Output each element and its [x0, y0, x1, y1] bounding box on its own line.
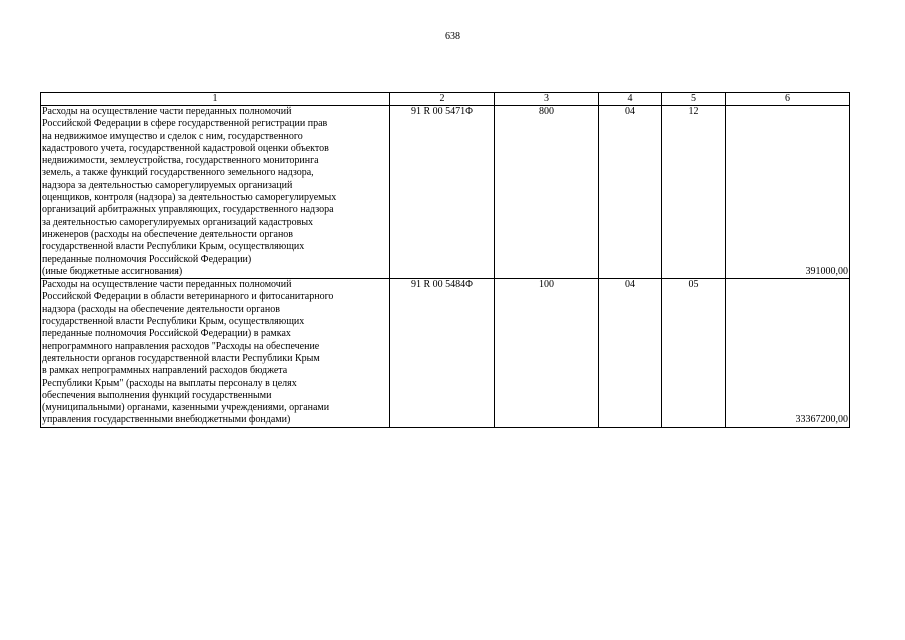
description-line: недвижимости, землеустройства, государственного мониторинга: [42, 155, 319, 167]
description-line: Расходы на осуществление части переданных полномочий: [42, 106, 292, 117]
description-line: Российской Федерации в области ветеринарного и фитосанитарного: [42, 291, 334, 303]
row-target-code: 91 R 00 5471Ф: [390, 106, 495, 279]
description-line: земель, а также функций государственного земельного надзора,: [42, 167, 314, 179]
description-line: организаций арбитражных управляющих, государственного надзора: [42, 204, 334, 216]
description-line: оценщиков, контроля (надзора) за деятельностью саморегулируемых: [42, 192, 337, 204]
table-row: [41, 279, 850, 428]
description-line: за деятельностью саморегулируемых организаций кадастровых: [42, 216, 314, 228]
description-line: обеспечения выполнения функций государственными: [42, 389, 272, 401]
description-line: на недвижимое имущество и сделок с ним, государственного: [42, 130, 303, 142]
description-line: инженеров (расходы на обеспечение деятельности органов: [42, 228, 294, 240]
column-header-1: 1: [41, 93, 390, 106]
description-line: управления государственными внебюджетными фондами): [42, 414, 291, 426]
description-line: государственной власти Республики Крым, осуществляющих: [42, 241, 305, 253]
description-line: (иные бюджетные ассигнования): [42, 265, 183, 277]
description-line: Республики Крым" (расходы на выплаты персоналу в целях: [42, 377, 297, 389]
description-line: надзора (расходы на обеспечение деятельности органов: [42, 303, 280, 315]
budget-table: [40, 92, 850, 428]
description-line: Российской Федерации в сфере государственной регистрации прав: [42, 118, 328, 130]
row-subsection: 05: [662, 279, 726, 428]
description-line: государственной власти Республики Крым, осуществляющих: [42, 316, 305, 328]
row-expense-type: 800: [495, 106, 599, 279]
column-header-3: 3: [495, 93, 599, 106]
row-description: [41, 106, 390, 279]
description-line: надзора за деятельностью саморегулируемых организаций: [42, 179, 293, 191]
column-header-4: 4: [599, 93, 662, 106]
row-amount: 33367200,00: [726, 279, 850, 428]
row-expense-type: 100: [495, 279, 599, 428]
description-line: переданные полномочия Российской Федерации) в рамках: [42, 328, 291, 340]
table-row: [41, 106, 850, 279]
description-line: непрограммного направления расходов "Расходы на обеспечение: [42, 340, 320, 352]
column-header-6: 6: [726, 93, 850, 106]
description-line: кадастрового учета, государственной кадастровой оценки объектов: [42, 142, 329, 154]
page-number: 638: [445, 31, 460, 42]
description-line: в рамках непрограммных направлений расходов бюджета: [42, 365, 288, 377]
description-line: переданные полномочия Российской Федерации): [42, 253, 252, 265]
column-header-2: 2: [390, 93, 495, 106]
row-description: [41, 279, 390, 428]
row-target-code: 91 R 00 5484Ф: [390, 279, 495, 428]
column-header-5: 5: [662, 93, 726, 106]
table-header-row: [41, 93, 850, 106]
row-section: 04: [599, 106, 662, 279]
row-subsection: 12: [662, 106, 726, 279]
description-line: (муниципальными) органами, казенными учреждениями, органами: [42, 402, 330, 414]
description-line: Расходы на осуществление части переданных полномочий: [42, 279, 292, 291]
row-section: 04: [599, 279, 662, 428]
description-line: деятельности органов государственной власти Республики Крым: [42, 352, 320, 364]
row-amount: 391000,00: [726, 106, 850, 279]
